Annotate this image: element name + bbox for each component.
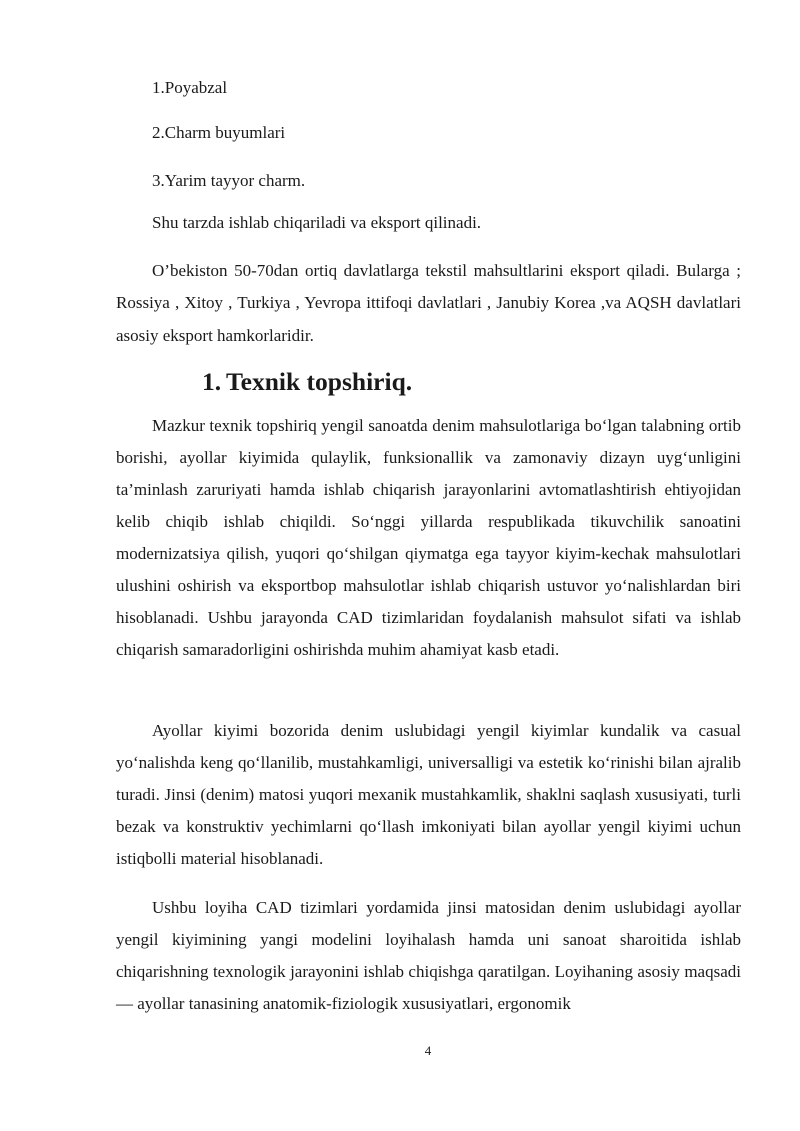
section-heading bbox=[202, 367, 413, 396]
section-heading-number: 1. bbox=[202, 367, 222, 396]
list-item-charm-buyumlari: 2.Charm buyumlari bbox=[152, 123, 286, 142]
paragraph-technical-task: Mazkur texnik topshiriq yengil sanoatda denim mahsulotlariga bo‘lgan talabning ortib borishi, ayollar kiyimida qulaylik, funksionallik va zamonaviy dizayn uyg‘unligini ta’minlash zaruriyati hamda ishlab chiqarish jarayonlarini avtomatlashtirish ehtiyojidan kelib chiqib ishlab chiqildi. So‘nggi yillarda respublikada tikuvchilik sanoatini modernizatsiya qilish, yuqori qo‘shilgan qiymatga ega tayyor kiyim-kechak mahsulotlari ulushini oshirish va eksportbop mahsulotlar ishlab chiqarish ustuvor yo‘nalishlardan biri hisoblanadi. Ushbu jarayonda CAD tizimlaridan foydalanish mahsulot sifati va ishlab chiqarish samaradorligini oshirishda muhim ahamiyat kasb etadi. bbox=[116, 416, 741, 659]
paragraph-export-intro: Shu tarzda ishlab chiqariladi va eksport qilinadi. bbox=[152, 213, 482, 232]
section-heading-title: Texnik topshiriq. bbox=[226, 367, 413, 396]
list-item-yarim-tayyor-charm: 3.Yarim tayyor charm. bbox=[152, 171, 306, 190]
page-number: 4 bbox=[424, 1043, 432, 1058]
paragraph-project-goal: Ushbu loyiha CAD tizimlari yordamida jinsi matosidan denim uslubidagi ayollar yengil kiyimining yangi modelini loyihalash hamda uni sanoat sharoitida ishlab chiqarishning texnologik jarayonini ishlab chiqishga qaratilgan. Loyihaning asosiy maqsadi — ayollar tanasining anatomik-fiziologik xususiyatlari, ergonomik bbox=[116, 898, 741, 1013]
list-item-poyabzal: 1.Poyabzal bbox=[152, 78, 228, 97]
paragraph-denim-market: Ayollar kiyimi bozorida denim uslubidagi yengil kiyimlar kundalik va casual yo‘nalishda keng qo‘llanilib, mustahkamligi, universalligi va estetik ko‘rinishi bilan ajralib turadi. Jinsi (denim) matosi yuqori mexanik mustahkamlik, shaklni saqlash xususiyati, turli bezak va konstruktiv yechimlarni qo‘llash imkoniyati bilan ayollar yengil kiyimi uchun istiqbolli material hisoblanadi. bbox=[116, 721, 741, 868]
paragraph-export-partners: O’bekiston 50-70dan ortiq davlatlarga tekstil mahsultlarini eksport qiladi. Bularga ; Rossiya , Xitoy , Turkiya , Yevropa ittifoqi davlatlari , Janubiy Korea ,va AQSH davlatlari asosiy eksport hamkorlaridir. bbox=[116, 261, 741, 345]
